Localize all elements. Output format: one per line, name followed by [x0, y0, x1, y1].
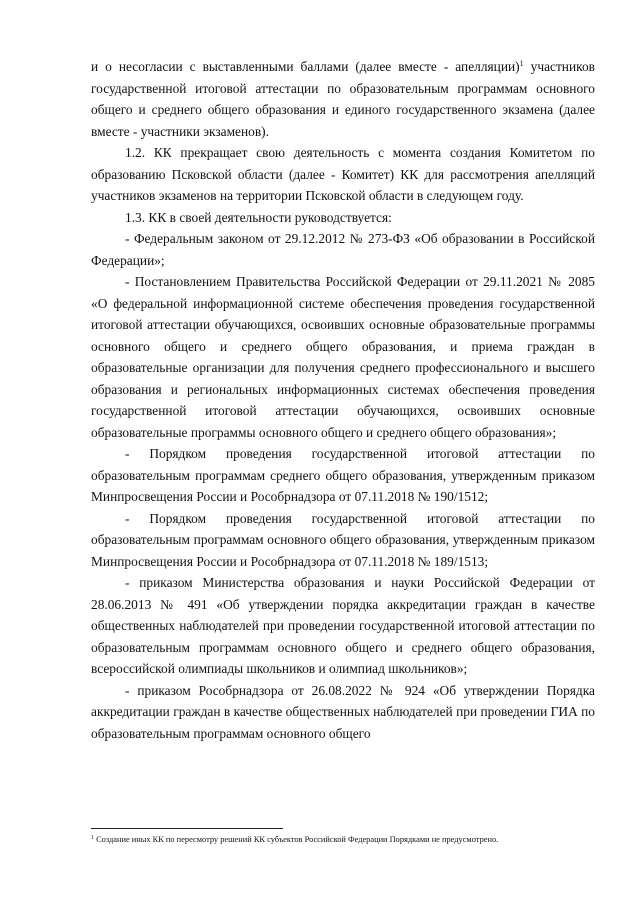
footnote-divider: [91, 828, 283, 829]
paragraph-1: и о несогласии с выставленными баллами (далее вместе - апелляции)$^1$ участников государственной итоговой аттестации по образовательным программам основного общего и среднего общего образования и единого государственного экзамена (далее вместе - участники экзаменов).: [91, 59, 595, 139]
footnote-reference[interactable]: 1: [519, 59, 524, 68]
paragraph-1-2: 1.2. КК прекращает свою деятельность с момента создания Комитетом по образованию Псковской области (далее - Комитет) КК для рассмотрения апелляций участников экзаменов на территории Псковской области в следующем году.: [91, 145, 595, 203]
paragraph-1-3: 1.3. КК в своей деятельности руководствуется:: [125, 209, 392, 225]
footnote-marker: 1: [91, 835, 94, 841]
list-item-federal-law: - Федеральным законом от 29.12.2012 № 273-ФЗ «Об образовании в Российской Федерации»;: [91, 231, 595, 268]
list-item-government-resolution: - Постановлением Правительства Российской Федерации от 29.11.2021 № 2085 «О федеральной информационной системе обеспечения проведения государственной итоговой аттестации обучающихся, освоивших основные образовательные программы основного общего и среднего общего образования, и приема граждан в образовательные организации для получения среднего профессионального и высшего образования и региональных информационных системах обеспечения проведения государственной итоговой аттестации обучающихся, освоивших основные образовательные программы основного общего и среднего общего образования»;: [91, 274, 595, 440]
list-item-rosobrnadzor-order: - приказом Рособрнадзора от 26.08.2022 № 924 «Об утверждении Порядка аккредитации граждан в качестве общественных наблюдателей при проведении ГИА по образовательным программам основного общего: [91, 682, 595, 741]
footnote-text: Создание иных КК по пересмотру решений КК субъектов Российской Федерации Порядками не предусмотрено.: [94, 835, 499, 844]
list-item-procedure-basic: - Порядком проведения государственной итоговой аттестации по образовательным программам основного общего образования, утвержденным приказом Минпросвещения России и Рособрнадзора от 07.11.2018 № 189/1513;: [91, 510, 595, 569]
footnote: [91, 834, 601, 845]
document-body: [91, 56, 595, 744]
list-item-procedure-secondary: - Порядком проведения государственной итоговой аттестации по образовательным программам среднего общего образования, утвержденным приказом Минпросвещения России и Рособрнадзора от 07.11.2018 № 190/1512;: [91, 446, 595, 504]
list-item-ministry-order: - приказом Министерства образования и науки Российской Федерации от 28.06.2013 № 491 «Об утверждении порядка аккредитации граждан в качестве общественных наблюдателей при проведении государственной итоговой аттестации по образовательным программам основного общего и среднего общего образования, всероссийской олимпиады школьников и олимпиад школьников»;: [91, 575, 595, 676]
